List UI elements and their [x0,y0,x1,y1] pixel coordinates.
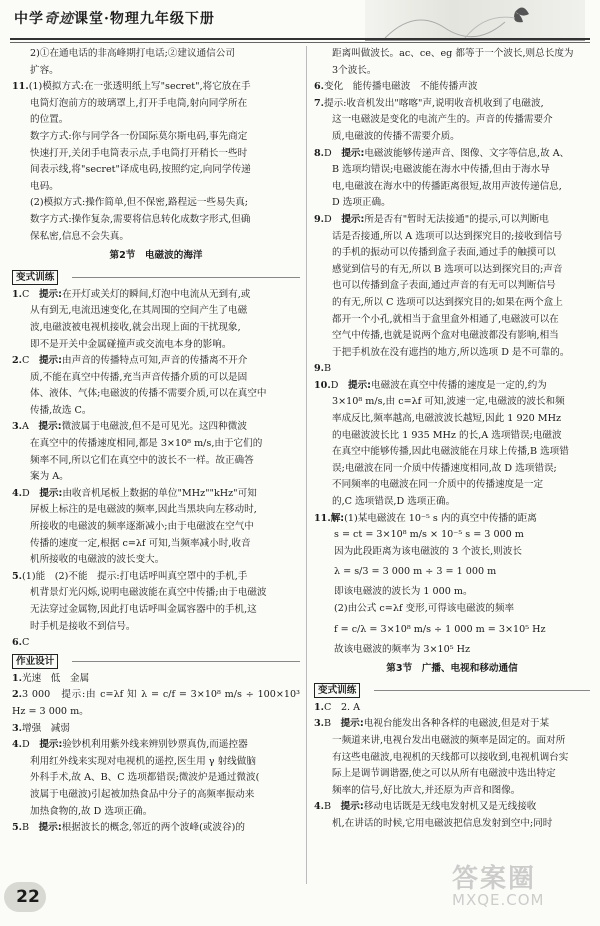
answer-item [12,721,300,738]
text-line: 提示:收音机发出"喀喀"声,说明收音机收到了电磁波, [324,97,544,109]
text-line: (2)由公式 c=λf 变形,可得该电磁波的频率 [334,603,515,614]
text-line: 电磁波能够传递声音、图像、文字等信息,故 A、 [364,147,570,159]
text-line: 保私密,信息不会失真。 [30,230,129,242]
text-line: 电磁波在真空中传播的速度是一定的,约为 [371,379,547,391]
text-line: 感觉到信号的有无,所以 B 选项可以达到探究目的;声音 [332,263,563,275]
text-line: 光速 低 金属 [22,672,90,684]
header-decoration [365,0,585,41]
page-header [0,0,600,44]
text-line: 的手机的振动可以传播到盒子表面,通过手的触摸可以 [332,247,556,259]
brand-right: 课堂 [74,11,104,27]
text-line: 所接收的电磁波的频率逐渐减小;由于电磁波在空气中 [30,521,254,533]
item-number: 10. [314,379,331,391]
header-rule-thin [10,42,590,43]
hint-label: 提示: [38,822,62,834]
text-line: 频率不同,所以它们在真空中的波长不一样。故正确答 [30,454,254,466]
item-number: 1. [314,701,325,713]
answer-letter: C [22,288,30,300]
answer-item [12,569,300,586]
text-line: 机背景灯光闪烁,说明电磁波能在真空中传播;由于电磁波 [30,587,267,599]
hint-label: 提示: [340,801,364,813]
answer-item [12,820,300,837]
box-heading-row [12,268,300,287]
text-line: 加热食物的,故 D 选项正确。 [30,805,153,817]
text-line: 在真空中的传播速度相同,都是 3×10⁸ m/s,由于它们的 [30,438,263,450]
text-line: 验钞机利用紫外线来辨别钞票真伪,而遥控器 [62,739,248,751]
text-line: (1)模拟方式:在一张透明纸上写"secret",将它放在手 [28,81,251,93]
answer-item [314,378,590,395]
watermark [452,858,592,922]
text-line: 这一电磁波是变化的电流产生的。声音的传播需要介 [332,114,553,126]
item-number: 5. [12,570,23,582]
hint-label: 提示: [38,288,62,300]
item-number: 2. [12,689,23,701]
text-line: 的位置。 [30,114,69,126]
answer-letter: C [22,355,30,367]
text-line: 3 000 提示:由 c=λf 知 λ = c/f = 3×10⁸ m/s ÷ 100×10³ Hz = 3 000 m。 [12,689,300,717]
formula-line: s = ct = 3×10⁸ m/s × 10⁻⁵ s = 3 000 m [334,529,524,541]
answer-letter: B [324,363,332,375]
item-number: 4. [12,487,23,499]
answer-letter: C [22,637,30,649]
answer-letter: D [22,739,30,751]
text-line: 利用红外线来实现对电视机的遥控,医生用 γ 射线做脑 [30,755,256,767]
text-line: 所是否有"暂时无法接通"的提示,可以判断电 [364,213,549,225]
text-line: 也可以传播到盒子表面,通过声音的有无可以判断信号 [332,280,556,292]
hint-label: 提示: [38,421,62,433]
answer-item [314,716,590,733]
text-line: 故该电磁波的频率为 3×10⁵ Hz [334,643,471,655]
answer-letter: B [324,801,332,813]
text-line: 即该电磁波的波长为 1 000 m。 [334,586,473,598]
item-number: 6. [314,81,325,93]
text-line: 有这些电磁波,电视机的天线都可以接收到,电视机调台实 [332,751,569,763]
item-number: 1. [12,288,23,300]
text-line: 屏板上标注的是电磁波的频率,因此当黑块向左移动时, [30,504,257,516]
answer-item [12,486,300,503]
hint-label: 提示: [39,739,63,751]
text-line: 际上是调节调谐器,使之可以从所有电磁波中选出特定 [332,768,556,780]
solution-label: 解: [330,512,345,524]
hint-label: 提示: [341,213,365,225]
answer-letter: D [324,147,332,159]
text-line: 传播,故选 C。 [30,404,92,416]
text-line: 扩容。 [30,64,59,76]
text-line: 增强 减弱 [22,722,70,734]
item-number: 6. [12,637,23,649]
item-number: 4. [314,801,325,813]
watermark-text: 答案圈 [452,864,537,894]
text-line: 体、液体、气体;电磁波的传播不需要介质,可以在真空中 [30,388,267,400]
answer-letter: D [330,379,339,391]
answer-letter: D [22,487,30,499]
answer-item [314,700,590,717]
item-number: 9. [314,213,325,225]
text-line: 电码。 [30,180,59,192]
header-rule [10,38,590,40]
text-line: 质,不能在真空中传播,充当声音传播介质的可以是固 [30,371,248,383]
text-line: 频率的信号,好比放大,并还原为声音和图像。 [332,784,521,796]
box-heading: 作业设计 [12,654,58,669]
text-line: 即不是开关中金属碰撞声或交流电本身的影响。 [30,338,232,350]
text-line: 话是否接通,所以 A 选项可以达到探究目的;接收到信号 [332,230,563,242]
text-line: 根据波长的概念,邻近的两个波峰(或波谷)的 [61,822,245,834]
hint-label: 提示: [341,147,365,159]
answer-item [314,212,590,229]
text-line: 外科手术,故 A、B、C 选项都错误;微波炉是通过微波( [30,772,260,784]
item-number: 7. [314,97,325,109]
box-heading-row [314,681,590,700]
text-line: 在真空中能够传播,因此电磁波能在月球上传播,B 选项错 [332,446,569,458]
answer-letter: D [324,213,332,225]
text-line: 案为 A。 [30,471,69,483]
text-line: 间表示线,将"secret"译成电码,按照约定,向同学传递 [30,164,251,176]
column-divider [306,46,307,884]
item-number: 3. [12,722,23,734]
text-line: 在开灯或关灯的瞬间,灯泡中电流从无到有,或 [61,288,251,300]
left-column [12,46,300,837]
answer-item [314,146,590,163]
answer-item [314,96,590,113]
text-line: 由收音机尾板上数据的单位"MHz""kHz"可知 [62,487,257,499]
text-line: 由声音的传播特点可知,声音的传播离不开介 [61,355,248,367]
page-number: 22 [10,886,46,908]
answer-item [12,287,300,304]
answer-item [314,79,590,96]
answer-item [12,79,300,96]
text-line: 微波属于电磁波,但不是可见光。这四种微波 [61,421,247,433]
text-line: 空气中传播,也就是说两个盒对电磁波都没有影响,相当 [332,330,559,342]
answer-item [314,511,590,528]
text-line: 波属于电磁波)引起被加热食品中分子的高频率振动来 [30,788,255,800]
text-line: 波,电磁波被电视机接收,就会出现上面的干扰现象, [30,321,241,333]
text-line: 电视台能发出各种各样的电磁波,但是对于某 [363,718,550,730]
text-line: 因为此段距离为该电磁波的 3 个波长,则波长 [334,545,522,557]
text-line: 3×10⁸ m/s,由 c=λf 可知,波速一定,电磁波的波长和频 [332,396,565,408]
box-heading: 变式训练 [314,683,360,698]
text-line: 无法穿过金属物,因此打电话呼叫金属容器中的手机,这 [30,604,257,615]
text-line: 3个波长。 [332,64,377,76]
text-line: 的电磁波波长比 1 935 MHz 的长,A 选项错误;电磁波 [332,429,562,441]
text-line: B 选项均错误;电磁波能在海水中传播,但由于海水导 [332,164,550,176]
hint-label: 提示: [38,355,62,367]
text-line: 的有无,所以 C 选项可以达到探究目的;如果在两个盒上 [332,296,563,308]
answer-item [12,353,300,370]
item-number: 5. [12,822,23,834]
answer-item [314,361,590,378]
section-title: 第2节 电磁波的海洋 [109,250,203,262]
formula-line: λ = s/3 = 3 000 m ÷ 3 = 1 000 m [334,566,497,578]
text-line: 距离叫做波长。ac、ce、eg 都等于一个波长,则总长度为 [332,48,574,59]
hint-label: 提示: [348,379,372,391]
item-number: 8. [314,147,325,159]
text-line: (2)模拟方式:操作简单,但不保密,路程远一些易失真; [30,197,249,209]
item-number: 11. [12,81,29,93]
text-line: (1)某电磁波在 10⁻⁵ s 内的真空中传播的距离 [344,512,537,524]
watermark-url: MXQE.COM [452,891,545,909]
text-line: 于把手机放在没有遮挡的地方,所以选项 D 是不可靠的。 [332,346,570,358]
brand-left: 中学 [14,11,44,27]
text-line: 传播的速度一定,根据 c=λf 可知,当频率减小时,收音 [30,537,251,549]
butterfly-icon [365,0,585,40]
answer-item [12,635,300,652]
text-line: 机,在讲话的时候,它用电磁波把信息发射到空中;同时 [332,817,553,829]
text-line: 数字方式:你与同学各一份国际莫尔斯电码,事先商定 [30,130,248,142]
item-number: 9. [314,363,325,375]
text-line: 的,C 选项错误,D 选项正确。 [332,496,456,508]
hint-label: 提示: [340,718,364,730]
text-line: 快速打开,关闭手电筒表示点,手电筒打开稍长一些时 [30,147,248,159]
answer-item [12,671,300,688]
answer-item [12,737,300,754]
text-line: 都开一个小孔,就相当于盒里盒外相通了,电磁波可以在 [332,313,559,325]
text-line: 时手机是接收不到信号。 [30,620,136,632]
book-title [14,8,215,28]
text-line: 2)①在通电话的非高峰期打电话;②建议通信公司 [30,48,235,59]
text-line: 不同频率的电磁波在同一介质中的传播速度是一定 [332,479,544,491]
item-number: 2. [12,355,23,367]
item-number: 3. [12,421,23,433]
text-line: D 选项正确。 [332,197,391,209]
item-number: 1. [12,672,23,684]
text-line: (1)能 (2)不能 提示:打电话呼叫真空罩中的手机,手 [22,570,248,582]
text-line: 移动电话既是无线电发射机又是无线接收 [363,801,537,813]
item-number: 4. [12,739,23,751]
item-number: 11. [314,512,331,524]
answer-letter: B [324,718,332,730]
answer-item [12,419,300,436]
text-line: 一频道来讲,电视台发出电磁波的频率是固定的。面对所 [332,734,566,746]
text-line: 变化 能传播电磁波 不能传播声波 [324,81,478,93]
right-column [314,46,590,833]
text-line: 率成反比,频率越高,电磁波波长越短,因此 1 920 MHz [332,413,562,425]
text-line: 误;电磁波在同一介质中传播速度相同,故 D 选项错误; [332,462,557,474]
answer-item [12,687,300,720]
text-line: 从有到无,电流迅速变化,在其周围的空间产生了电磁 [30,305,248,317]
book-subtitle: ·物理九年级下册 [104,11,215,27]
text-line: 机所接收的电磁波的波长变大。 [30,554,165,566]
text-line: 电筒灯泡前方的玻璃罩上,打开手电筒,射向同学所在 [30,97,248,109]
box-heading: 变式训练 [12,270,58,285]
answer-item [314,799,590,816]
item-number: 3. [314,718,325,730]
section-title: 第3节 广播、电视和移动通信 [386,663,518,675]
answer-letter: B [22,822,30,834]
box-heading-row [12,652,300,671]
text-line: 数字方式:操作复杂,需要将信息转化成数字形式,但确 [30,213,251,225]
formula-line: f = c/λ = 3×10⁸ m/s ÷ 1 000 m = 3×10⁵ Hz [334,623,546,635]
answer-letter: C 2. A [324,701,361,713]
hint-label: 提示: [39,487,63,499]
text-line: 质,电磁波的传播不需要介质。 [332,130,460,142]
text-line: 电,电磁波在海水中的传播距离很短,故用声波传递信息, [332,180,562,192]
answer-letter: A [22,421,29,433]
brand-logo: 奇迹 [44,11,74,27]
